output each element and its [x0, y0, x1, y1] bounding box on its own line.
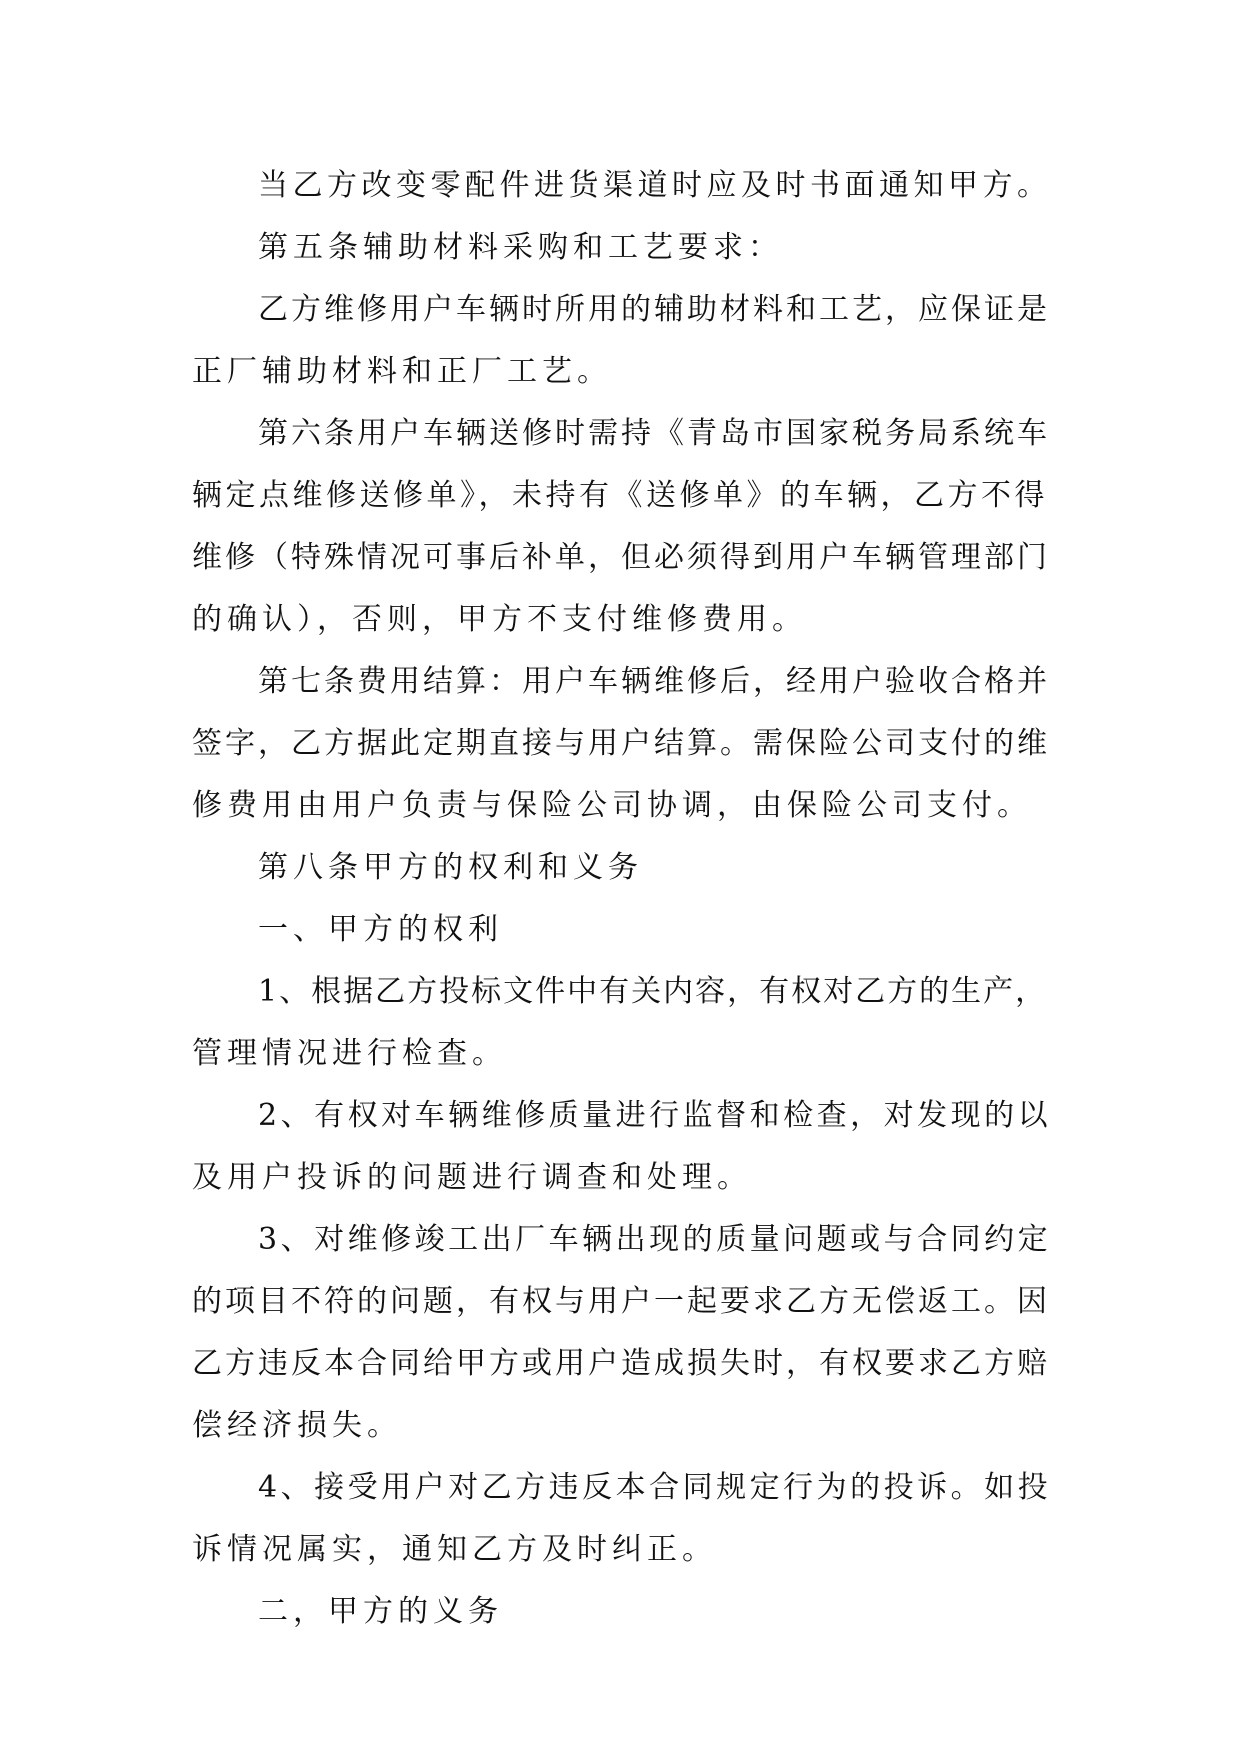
paragraph-line: 辆定点维修送修单》，未持有《送修单》的车辆，乙方不得 — [192, 478, 1048, 513]
article-5-heading: 第五条辅助材料采购和工艺要求： — [258, 230, 783, 265]
paragraph-line: 乙方维修用户车辆时所用的辅助材料和工艺，应保证是 — [258, 292, 1050, 327]
paragraph-line: 签字，乙方据此定期直接与用户结算。需保险公司支付的维 — [192, 726, 1050, 761]
paragraph-line: 正厂辅助材料和正厂工艺。 — [192, 354, 612, 389]
list-item-line: 3、对维修竣工出厂车辆出现的质量问题或与合同约定 — [258, 1222, 1052, 1257]
list-item-line: 2、有权对车辆维修质量进行监督和检查，对发现的以 — [258, 1098, 1052, 1133]
paragraph-line: 偿经济损失。 — [192, 1408, 402, 1443]
section-heading: 二，甲方的义务 — [258, 1594, 503, 1629]
paragraph-line: 诉情况属实，通知乙方及时纠正。 — [192, 1532, 717, 1567]
article-8-heading: 第八条甲方的权利和义务 — [258, 850, 643, 885]
section-heading: 一、甲方的权利 — [258, 912, 503, 947]
list-item-line: 1、根据乙方投标文件中有关内容，有权对乙方的生产， — [258, 974, 1048, 1009]
list-item-line: 4、接受用户对乙方违反本合同规定行为的投诉。如投 — [258, 1470, 1052, 1505]
paragraph-line: 及用户投诉的问题进行调查和处理。 — [192, 1160, 752, 1195]
article-6-line: 第六条用户车辆送修时需持《青岛市国家税务局系统车 — [258, 416, 1050, 451]
paragraph-line: 修费用由用户负责与保险公司协调，由保险公司支付。 — [192, 788, 1032, 823]
article-7-line: 第七条费用结算：用户车辆维修后，经用户验收合格并 — [258, 664, 1050, 699]
paragraph-line: 的确认），否则，甲方不支付维修费用。 — [192, 602, 807, 637]
paragraph-line: 管理情况进行检查。 — [192, 1036, 507, 1071]
paragraph-line: 维修（特殊情况可事后补单，但必须得到用户车辆管理部门 — [192, 540, 1050, 575]
paragraph-line: 的项目不符的问题，有权与用户一起要求乙方无偿返工。因 — [192, 1284, 1050, 1319]
paragraph-line: 当乙方改变零配件进货渠道时应及时书面通知甲方。 — [258, 168, 1052, 203]
paragraph-line: 乙方违反本合同给甲方或用户造成损失时，有权要求乙方赔 — [192, 1346, 1050, 1381]
